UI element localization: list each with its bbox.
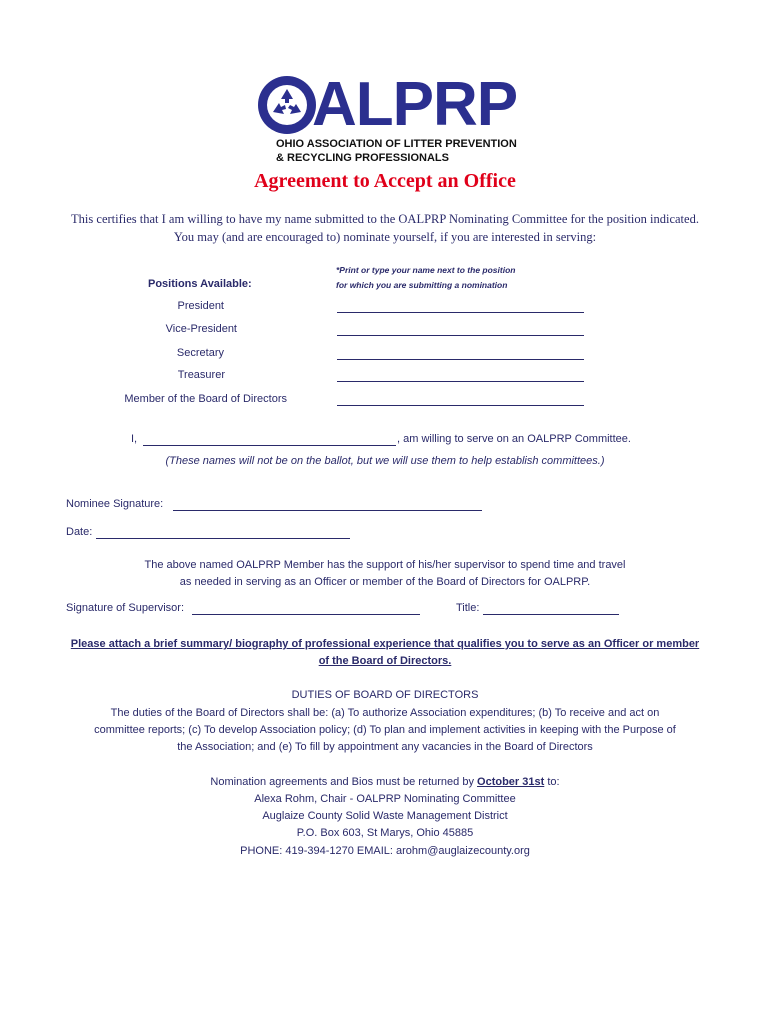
committee-note: (These names will not be on the ballot, but we will use them to help establish committees.) <box>165 455 605 467</box>
position-president: President <box>177 300 224 312</box>
attach-note-line-2: of the Board of Directors. <box>318 655 452 667</box>
return-deadline-line <box>0 776 770 788</box>
recycle-icon <box>256 74 318 136</box>
intro-line-1: This certifies that I am willing to have my name submitted to the OALPRP Nominating Committee for the position indicated. <box>71 212 699 226</box>
supervisor-signature-field[interactable] <box>192 604 420 615</box>
position-treasurer: Treasurer <box>177 369 225 381</box>
vice-president-name-field[interactable] <box>337 325 584 336</box>
committee-name-field[interactable] <box>143 435 396 446</box>
attach-note-line-1: Please attach a brief summary/ biography of professional experience that qualifies you to serve as an Officer or member <box>70 638 700 650</box>
duties-line-2: committee reports; (c) To develop Association policy; (d) To plan and implement activities in keeping with the Purpose of <box>94 724 676 736</box>
logo-org-line2: & RECYCLING PROFESSIONALS <box>276 152 449 164</box>
return-address: P.O. Box 603, St Marys, Ohio 45885 <box>296 827 474 839</box>
logo-org-line1: OHIO ASSOCIATION OF LITTER PREVENTION <box>276 138 517 150</box>
duties-line-1: The duties of the Board of Directors shall be: (a) To authorize Association expenditures; (b) To receive and act on <box>110 707 660 719</box>
committee-prefix: I, <box>131 433 138 445</box>
return-deadline: October 31st <box>477 776 545 788</box>
date-field[interactable] <box>96 528 350 539</box>
print-hint-line-2: for which you are submitting a nomination <box>336 280 508 290</box>
committee-suffix: , am willing to serve on an OALPRP Committee. <box>397 433 631 445</box>
nominee-signature-field[interactable] <box>173 500 482 511</box>
president-name-field[interactable] <box>337 302 584 313</box>
return-org: Auglaize County Solid Waste Management District <box>262 810 508 822</box>
logo-wordmark: ALPRP <box>312 70 518 139</box>
oalprp-logo <box>256 70 518 166</box>
supervisor-signature-label: Signature of Supervisor: <box>66 602 185 614</box>
supervisor-title-field[interactable] <box>483 604 619 615</box>
position-board-member: Member of the Board of Directors <box>124 393 287 405</box>
return-contact: Alexa Rohm, Chair - OALPRP Nominating Committee <box>254 793 516 805</box>
position-secretary: Secretary <box>176 347 224 359</box>
positions-header: Positions Available: <box>148 278 252 290</box>
title-label: Title: <box>456 602 480 614</box>
secretary-name-field[interactable] <box>337 349 584 360</box>
supervisor-text-line-1: The above named OALPRP Member has the support of his/her supervisor to spend time and travel <box>144 559 626 571</box>
board-member-name-field[interactable] <box>337 395 584 406</box>
return-prefix: Nomination agreements and Bios must be returned by <box>210 776 474 788</box>
duties-heading: DUTIES OF BOARD OF DIRECTORS <box>291 689 479 701</box>
date-label: Date: <box>66 526 93 538</box>
return-phone-email: PHONE: 419-394-1270 EMAIL: arohm@auglaizecounty.org <box>240 845 530 857</box>
supervisor-text-line-2: as needed in serving as an Officer or member of the Board of Directors for OALPRP. <box>179 576 591 588</box>
treasurer-name-field[interactable] <box>337 371 584 382</box>
position-vice-president: Vice-President <box>165 323 237 335</box>
nominee-signature-label: Nominee Signature: <box>66 498 164 510</box>
print-hint-line-1: *Print or type your name next to the position <box>336 265 516 275</box>
intro-line-2: You may (and are encouraged to) nominate yourself, if you are interested in serving: <box>173 230 597 244</box>
duties-line-3: the Association; and (e) To fill by appointment any vacancies in the Board of Directors <box>177 741 593 753</box>
return-suffix: to: <box>547 776 560 788</box>
document-title: Agreement to Accept an Office <box>254 170 516 192</box>
